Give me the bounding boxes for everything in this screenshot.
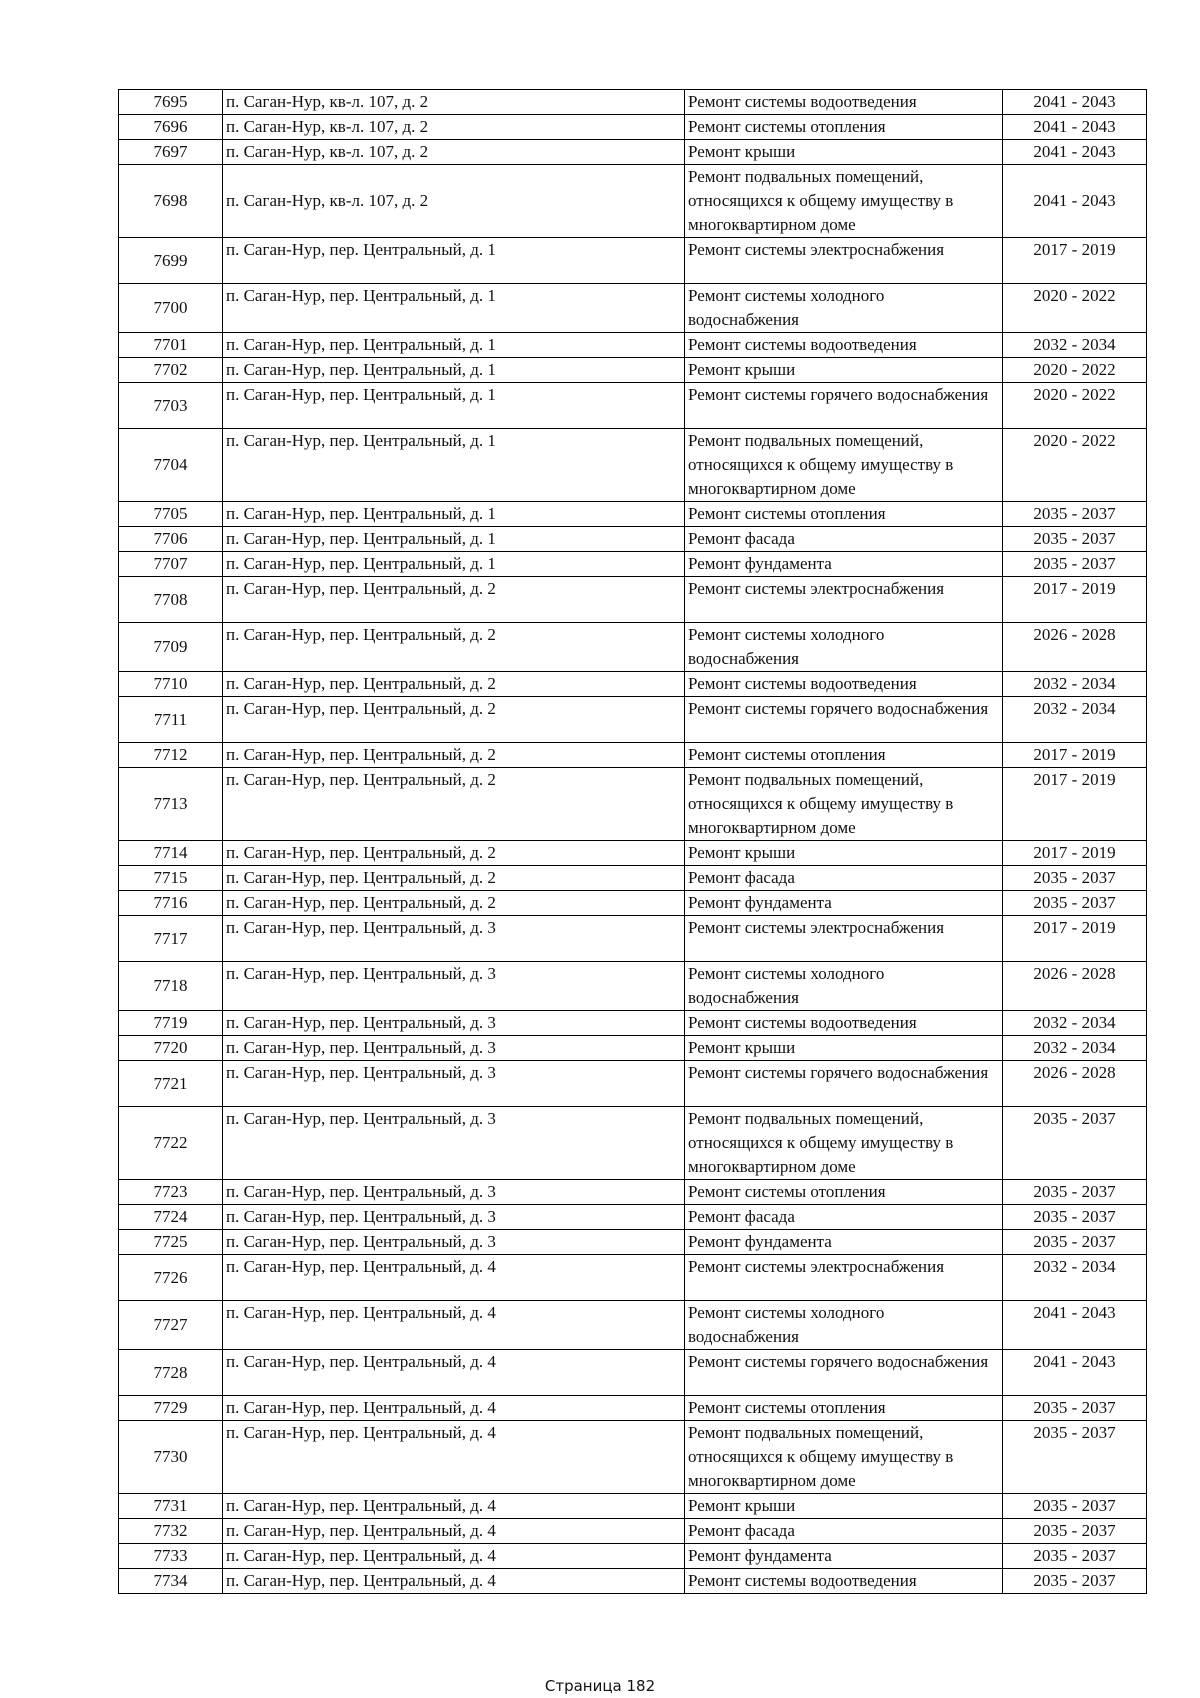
- work-type-cell: Ремонт подвальных помещений, относящихся к общему имуществу в многоквартирном доме: [685, 768, 1003, 841]
- address-cell: п. Саган-Нур, пер. Центральный, д. 4: [223, 1350, 685, 1396]
- work-type-cell: Ремонт системы отопления: [685, 743, 1003, 768]
- period-cell: 2035 - 2037: [1003, 502, 1147, 527]
- address-cell: п. Саган-Нур, пер. Центральный, д. 4: [223, 1421, 685, 1494]
- row-number: 7711: [119, 697, 223, 743]
- row-number: 7715: [119, 866, 223, 891]
- period-cell: 2035 - 2037: [1003, 866, 1147, 891]
- work-type-cell: Ремонт системы водоотведения: [685, 672, 1003, 697]
- period-cell: 2017 - 2019: [1003, 743, 1147, 768]
- table-row: [119, 115, 1147, 140]
- address-cell: п. Саган-Нур, пер. Центральный, д. 4: [223, 1494, 685, 1519]
- address-cell: п. Саган-Нур, пер. Центральный, д. 4: [223, 1519, 685, 1544]
- work-type-cell: Ремонт системы горячего водоснабжения: [685, 1350, 1003, 1396]
- address-cell: п. Саган-Нур, пер. Центральный, д. 2: [223, 891, 685, 916]
- period-cell: 2026 - 2028: [1003, 962, 1147, 1011]
- table-row: [119, 1350, 1147, 1396]
- row-number: 7708: [119, 577, 223, 623]
- table-row: [119, 1396, 1147, 1421]
- row-number: 7703: [119, 383, 223, 429]
- work-type-cell: Ремонт системы горячего водоснабжения: [685, 697, 1003, 743]
- work-type-cell: Ремонт системы отопления: [685, 502, 1003, 527]
- table-row: [119, 841, 1147, 866]
- work-type-cell: Ремонт крыши: [685, 1036, 1003, 1061]
- table-row: [119, 90, 1147, 115]
- table-row: [119, 527, 1147, 552]
- address-cell: п. Саган-Нур, пер. Центральный, д. 4: [223, 1396, 685, 1421]
- table-row: [119, 623, 1147, 672]
- table-row: [119, 552, 1147, 577]
- period-cell: 2017 - 2019: [1003, 238, 1147, 284]
- table-row: [119, 866, 1147, 891]
- table-row: [119, 1061, 1147, 1107]
- table-row: [119, 333, 1147, 358]
- period-cell: 2035 - 2037: [1003, 1544, 1147, 1569]
- table-row: [119, 1421, 1147, 1494]
- table-row: [119, 284, 1147, 333]
- address-cell: п. Саган-Нур, пер. Центральный, д. 3: [223, 1061, 685, 1107]
- period-cell: 2035 - 2037: [1003, 1180, 1147, 1205]
- row-number: 7716: [119, 891, 223, 916]
- row-number: 7701: [119, 333, 223, 358]
- address-cell: п. Саган-Нур, кв-л. 107, д. 2: [223, 165, 685, 238]
- work-type-cell: Ремонт системы горячего водоснабжения: [685, 1061, 1003, 1107]
- period-cell: 2017 - 2019: [1003, 841, 1147, 866]
- row-number: 7697: [119, 140, 223, 165]
- work-type-cell: Ремонт крыши: [685, 358, 1003, 383]
- address-cell: п. Саган-Нур, кв-л. 107, д. 2: [223, 115, 685, 140]
- row-number: 7727: [119, 1301, 223, 1350]
- work-type-cell: Ремонт системы отопления: [685, 1180, 1003, 1205]
- row-number: 7720: [119, 1036, 223, 1061]
- address-cell: п. Саган-Нур, пер. Центральный, д. 1: [223, 358, 685, 383]
- table-row: [119, 1255, 1147, 1301]
- table-row: [119, 891, 1147, 916]
- page-number: Страница 182: [544, 1677, 656, 1695]
- table-row: [119, 1036, 1147, 1061]
- period-cell: 2032 - 2034: [1003, 1255, 1147, 1301]
- period-cell: 2041 - 2043: [1003, 90, 1147, 115]
- table-row: [119, 1011, 1147, 1036]
- work-type-cell: Ремонт системы холодного водоснабжения: [685, 962, 1003, 1011]
- work-type-cell: Ремонт системы водоотведения: [685, 333, 1003, 358]
- address-cell: п. Саган-Нур, пер. Центральный, д. 3: [223, 1180, 685, 1205]
- row-number: 7712: [119, 743, 223, 768]
- table-row: [119, 358, 1147, 383]
- work-type-cell: Ремонт системы электроснабжения: [685, 577, 1003, 623]
- address-cell: п. Саган-Нур, пер. Центральный, д. 3: [223, 1205, 685, 1230]
- work-type-cell: Ремонт системы водоотведения: [685, 1011, 1003, 1036]
- work-type-cell: Ремонт системы холодного водоснабжения: [685, 284, 1003, 333]
- period-cell: 2032 - 2034: [1003, 672, 1147, 697]
- row-number: 7718: [119, 962, 223, 1011]
- table-row: [119, 165, 1147, 238]
- period-cell: 2032 - 2034: [1003, 1036, 1147, 1061]
- period-cell: 2020 - 2022: [1003, 429, 1147, 502]
- table-row: [119, 672, 1147, 697]
- table-row: [119, 1544, 1147, 1569]
- work-type-cell: Ремонт фундамента: [685, 1230, 1003, 1255]
- address-cell: п. Саган-Нур, пер. Центральный, д. 1: [223, 527, 685, 552]
- row-number: 7695: [119, 90, 223, 115]
- row-number: 7728: [119, 1350, 223, 1396]
- address-cell: п. Саган-Нур, кв-л. 107, д. 2: [223, 90, 685, 115]
- work-type-cell: Ремонт фасада: [685, 866, 1003, 891]
- table-row: [119, 1180, 1147, 1205]
- period-cell: 2035 - 2037: [1003, 1230, 1147, 1255]
- work-type-cell: Ремонт фасада: [685, 527, 1003, 552]
- period-cell: 2041 - 2043: [1003, 1350, 1147, 1396]
- period-cell: 2026 - 2028: [1003, 623, 1147, 672]
- address-cell: п. Саган-Нур, пер. Центральный, д. 1: [223, 238, 685, 284]
- period-cell: 2026 - 2028: [1003, 1061, 1147, 1107]
- row-number: 7723: [119, 1180, 223, 1205]
- period-cell: 2032 - 2034: [1003, 1011, 1147, 1036]
- address-cell: п. Саган-Нур, пер. Центральный, д. 3: [223, 1011, 685, 1036]
- work-type-cell: Ремонт системы холодного водоснабжения: [685, 623, 1003, 672]
- table-row: [119, 238, 1147, 284]
- row-number: 7709: [119, 623, 223, 672]
- row-number: 7734: [119, 1569, 223, 1594]
- table-row: [119, 383, 1147, 429]
- address-cell: п. Саган-Нур, пер. Центральный, д. 2: [223, 672, 685, 697]
- address-cell: п. Саган-Нур, пер. Центральный, д. 1: [223, 333, 685, 358]
- period-cell: 2020 - 2022: [1003, 284, 1147, 333]
- row-number: 7702: [119, 358, 223, 383]
- table-row: [119, 1519, 1147, 1544]
- work-type-cell: Ремонт крыши: [685, 140, 1003, 165]
- table-row: [119, 916, 1147, 962]
- address-cell: п. Саган-Нур, пер. Центральный, д. 1: [223, 284, 685, 333]
- address-cell: п. Саган-Нур, пер. Центральный, д. 3: [223, 1036, 685, 1061]
- work-type-cell: Ремонт подвальных помещений, относящихся к общему имуществу в многоквартирном доме: [685, 1421, 1003, 1494]
- work-type-cell: Ремонт системы горячего водоснабжения: [685, 383, 1003, 429]
- period-cell: 2041 - 2043: [1003, 165, 1147, 238]
- row-number: 7725: [119, 1230, 223, 1255]
- work-type-cell: Ремонт крыши: [685, 1494, 1003, 1519]
- period-cell: 2035 - 2037: [1003, 1396, 1147, 1421]
- work-type-cell: Ремонт подвальных помещений, относящихся к общему имуществу в многоквартирном доме: [685, 165, 1003, 238]
- work-type-cell: Ремонт фундамента: [685, 1544, 1003, 1569]
- table-row: [119, 502, 1147, 527]
- table-row: [119, 1569, 1147, 1594]
- period-cell: 2035 - 2037: [1003, 1421, 1147, 1494]
- table-row: [119, 577, 1147, 623]
- address-cell: п. Саган-Нур, кв-л. 107, д. 2: [223, 140, 685, 165]
- address-cell: п. Саган-Нур, пер. Центральный, д. 2: [223, 697, 685, 743]
- work-type-cell: Ремонт фундамента: [685, 891, 1003, 916]
- address-cell: п. Саган-Нур, пер. Центральный, д. 4: [223, 1301, 685, 1350]
- row-number: 7722: [119, 1107, 223, 1180]
- period-cell: 2041 - 2043: [1003, 115, 1147, 140]
- work-type-cell: Ремонт крыши: [685, 841, 1003, 866]
- period-cell: 2032 - 2034: [1003, 697, 1147, 743]
- row-number: 7698: [119, 165, 223, 238]
- period-cell: 2035 - 2037: [1003, 1205, 1147, 1230]
- period-cell: 2032 - 2034: [1003, 333, 1147, 358]
- address-cell: п. Саган-Нур, пер. Центральный, д. 2: [223, 841, 685, 866]
- address-cell: п. Саган-Нур, пер. Центральный, д. 4: [223, 1544, 685, 1569]
- address-cell: п. Саган-Нур, пер. Центральный, д. 2: [223, 866, 685, 891]
- address-cell: п. Саган-Нур, пер. Центральный, д. 3: [223, 1107, 685, 1180]
- period-cell: 2020 - 2022: [1003, 383, 1147, 429]
- period-cell: 2035 - 2037: [1003, 891, 1147, 916]
- row-number: 7705: [119, 502, 223, 527]
- table-row: [119, 768, 1147, 841]
- period-cell: 2035 - 2037: [1003, 1569, 1147, 1594]
- row-number: 7710: [119, 672, 223, 697]
- period-cell: 2041 - 2043: [1003, 140, 1147, 165]
- address-cell: п. Саган-Нур, пер. Центральный, д. 1: [223, 552, 685, 577]
- work-type-cell: Ремонт фундамента: [685, 552, 1003, 577]
- row-number: 7706: [119, 527, 223, 552]
- address-cell: п. Саган-Нур, пер. Центральный, д. 3: [223, 916, 685, 962]
- work-type-cell: Ремонт подвальных помещений, относящихся к общему имуществу в многоквартирном доме: [685, 1107, 1003, 1180]
- row-number: 7699: [119, 238, 223, 284]
- table-row: [119, 743, 1147, 768]
- row-number: 7714: [119, 841, 223, 866]
- period-cell: 2020 - 2022: [1003, 358, 1147, 383]
- work-type-cell: Ремонт подвальных помещений, относящихся к общему имуществу в многоквартирном доме: [685, 429, 1003, 502]
- address-cell: п. Саган-Нур, пер. Центральный, д. 4: [223, 1569, 685, 1594]
- period-cell: 2035 - 2037: [1003, 1494, 1147, 1519]
- work-type-cell: Ремонт системы холодного водоснабжения: [685, 1301, 1003, 1350]
- address-cell: п. Саган-Нур, пер. Центральный, д. 4: [223, 1255, 685, 1301]
- address-cell: п. Саган-Нур, пер. Центральный, д. 1: [223, 502, 685, 527]
- work-type-cell: Ремонт системы водоотведения: [685, 90, 1003, 115]
- period-cell: 2041 - 2043: [1003, 1301, 1147, 1350]
- address-cell: п. Саган-Нур, пер. Центральный, д. 3: [223, 1230, 685, 1255]
- period-cell: 2035 - 2037: [1003, 1519, 1147, 1544]
- row-number: 7732: [119, 1519, 223, 1544]
- table-row: [119, 697, 1147, 743]
- table-row: [119, 1107, 1147, 1180]
- period-cell: 2035 - 2037: [1003, 1107, 1147, 1180]
- row-number: 7713: [119, 768, 223, 841]
- table-row: [119, 1230, 1147, 1255]
- table-row: [119, 1205, 1147, 1230]
- row-number: 7721: [119, 1061, 223, 1107]
- address-cell: п. Саган-Нур, пер. Центральный, д. 2: [223, 623, 685, 672]
- row-number: 7730: [119, 1421, 223, 1494]
- work-type-cell: Ремонт системы отопления: [685, 115, 1003, 140]
- work-type-cell: Ремонт системы электроснабжения: [685, 1255, 1003, 1301]
- address-cell: п. Саган-Нур, пер. Центральный, д. 2: [223, 577, 685, 623]
- row-number: 7700: [119, 284, 223, 333]
- row-number: 7724: [119, 1205, 223, 1230]
- address-cell: п. Саган-Нур, пер. Центральный, д. 1: [223, 429, 685, 502]
- period-cell: 2017 - 2019: [1003, 577, 1147, 623]
- work-type-cell: Ремонт системы электроснабжения: [685, 238, 1003, 284]
- row-number: 7726: [119, 1255, 223, 1301]
- work-type-cell: Ремонт системы водоотведения: [685, 1569, 1003, 1594]
- table-body: [119, 90, 1147, 1594]
- address-cell: п. Саган-Нур, пер. Центральный, д. 2: [223, 743, 685, 768]
- period-cell: 2035 - 2037: [1003, 552, 1147, 577]
- row-number: 7719: [119, 1011, 223, 1036]
- row-number: 7707: [119, 552, 223, 577]
- table-row: [119, 1301, 1147, 1350]
- period-cell: 2017 - 2019: [1003, 768, 1147, 841]
- row-number: 7704: [119, 429, 223, 502]
- table-row: [119, 140, 1147, 165]
- table-row: [119, 429, 1147, 502]
- period-cell: 2035 - 2037: [1003, 527, 1147, 552]
- row-number: 7733: [119, 1544, 223, 1569]
- row-number: 7731: [119, 1494, 223, 1519]
- work-type-cell: Ремонт фасада: [685, 1519, 1003, 1544]
- row-number: 7717: [119, 916, 223, 962]
- table-row: [119, 962, 1147, 1011]
- row-number: 7696: [119, 115, 223, 140]
- work-type-cell: Ремонт фасада: [685, 1205, 1003, 1230]
- row-number: 7729: [119, 1396, 223, 1421]
- repair-schedule-table: [118, 89, 1147, 1594]
- address-cell: п. Саган-Нур, пер. Центральный, д. 3: [223, 962, 685, 1011]
- table-row: [119, 1494, 1147, 1519]
- address-cell: п. Саган-Нур, пер. Центральный, д. 1: [223, 383, 685, 429]
- work-type-cell: Ремонт системы электроснабжения: [685, 916, 1003, 962]
- work-type-cell: Ремонт системы отопления: [685, 1396, 1003, 1421]
- address-cell: п. Саган-Нур, пер. Центральный, д. 2: [223, 768, 685, 841]
- period-cell: 2017 - 2019: [1003, 916, 1147, 962]
